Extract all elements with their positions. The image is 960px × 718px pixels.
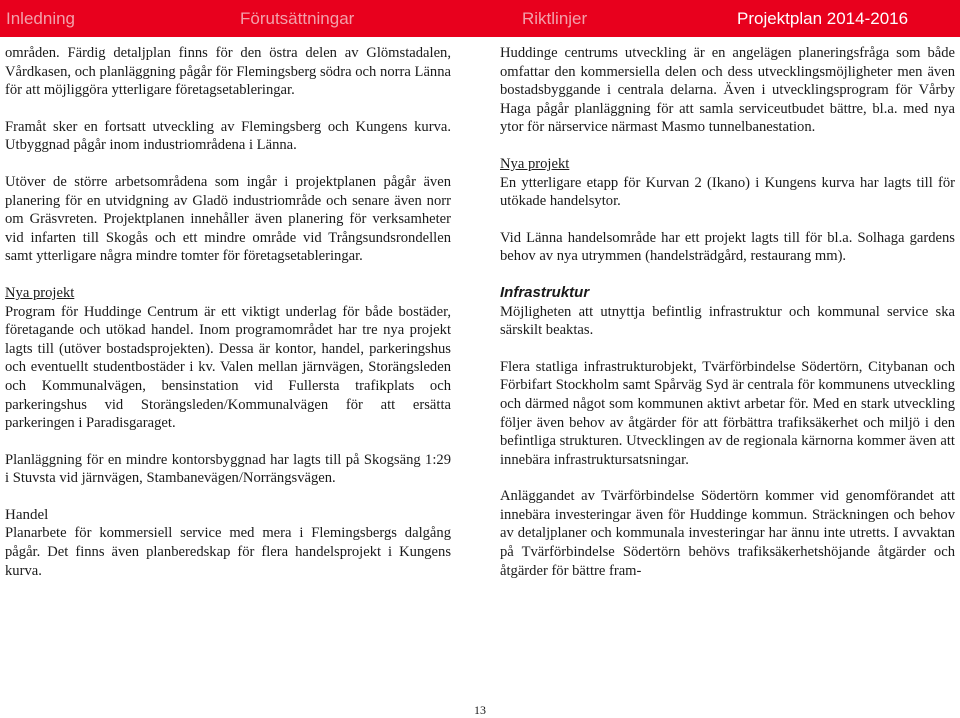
right-paragraph-2: En ytterligare etapp för Kurvan 2 (Ikano) i Kungens kurva har lagts till för utökade handelsytor.: [500, 174, 955, 210]
left-paragraph-1: områden. Färdig detaljplan finns för den östra delen av Glömstadalen, Vårdkasen, och planläggning pågår för Flemingsberg södra och norra Länna för att möjliggöra ytterligare företagsetableringar.: [5, 45, 451, 99]
left-paragraph-4: Program för Huddinge Centrum är ett viktigt underlag för både bostäder, företagande och utökad handel. Inom programområdet har tre nya projekt lagts till (utöver bostadsprojekten). Dessa är kontor, handel, parkeringshus och eventuellt studentbostäder i kv. Valen mellan järnvägen, Storängsleden och Kommunalvägen, bensinstation vid Fullersta trafikplats och parkeringshus vid Storängsleden/Kommunalvägen för att ersätta parkeringen i Paradisgaraget.: [5, 303, 451, 432]
right-paragraph-3: Vid Länna handelsområde har ett projekt lagts till för bl.a. Solhaga gardens behov av nya utrymmen (handelsträdgård, restaurang mm).: [500, 229, 955, 265]
right-paragraph-4: Möjligheten att utnyttja befintlig infrastruktur och kommunal service ska särskilt beaktas.: [500, 303, 955, 339]
tab-riktlinjer[interactable]: Riktlinjer: [522, 9, 588, 28]
left-paragraph-6: Planarbete för kommersiell service med mera i Flemingsbergs dalgång pågår. Det finns även planberedskap för flera handelsprojekt i Kungens kurva.: [5, 525, 451, 579]
handel-heading: Handel: [5, 506, 49, 523]
right-paragraph-5: Flera statliga infrastrukturobjekt, Tvärförbindelse Södertörn, Citybanan och Förbifart Stockholm samt Spårväg Syd är centrala för kommunens utveckling och därmed något som kommunen aktivt arbetar för. Med en stark utveckling följer även behov av åtgärder för att förbättra trafiksäkerhet och miljö i den befintliga strukturen. Utvecklingen av de regionala kärnorna kommer även att innebära infrastruktursatsningar.: [500, 358, 955, 468]
right-column: [500, 44, 955, 580]
right-paragraph-1: Huddinge centrums utveckling är en angelägen planeringsfråga som både omfattar den kommersiella delen och dess utvecklingsmöjligheter men även bostadsbyggande i centrala delarna. Även i utvecklingsprogram för Vårby Haga pågår planläggning för att samla serviceutbudet bättre, bl.a. med nya ytor för närservice närmast Masmo tunnelbanestation.: [500, 45, 955, 136]
nya-projekt-link-right[interactable]: Nya projekt: [500, 155, 570, 172]
nya-projekt-link[interactable]: Nya projekt: [5, 284, 75, 301]
tab-inledning[interactable]: Inledning: [6, 9, 76, 28]
left-paragraph-3: Utöver de större arbetsområdena som ingår i projektplanen pågår även planering för en utvidgning av Gladö industriområde och senare även norr om Gräsvreten. Projektplanen innehåller även planering för verksamheter vid infarten till Skogås och ett mindre område vid Trångsundsrondellen samt ytterligare några mindre tomter för företagsetableringar.: [5, 173, 451, 265]
page-number: 13: [474, 703, 486, 717]
right-paragraph-6: Anläggandet av Tvärförbindelse Södertörn kommer vid genomförandet att innebära investeringar även för Huddinge kommun. Sträckningen och behov av detaljplaner och kommunala investeringar har ännu inte utretts. I avvaktan på Tvärförbindelse Södertörn behövs trafiksäkerhetshöjande åtgärder och åtgärder för bättre fram-: [500, 488, 955, 579]
tab-projektplan[interactable]: Projektplan 2014-2016: [737, 9, 909, 28]
left-paragraph-2: Framåt sker en fortsatt utveckling av Flemingsberg och Kungens kurva. Utbyggnad pågår inom industriområdena i Länna.: [5, 118, 451, 154]
left-column: [5, 44, 451, 580]
infrastruktur-heading: Infrastruktur: [500, 283, 590, 301]
top-navigation-bar: [0, 0, 960, 37]
tab-forutsattningar[interactable]: Förutsättningar: [240, 9, 355, 28]
left-paragraph-5: Planläggning för en mindre kontorsbyggnad har lagts till på Skogsäng 1:29 i Stuvsta vid järnvägen, Stambanevägen/Norrängsvägen.: [5, 451, 451, 487]
